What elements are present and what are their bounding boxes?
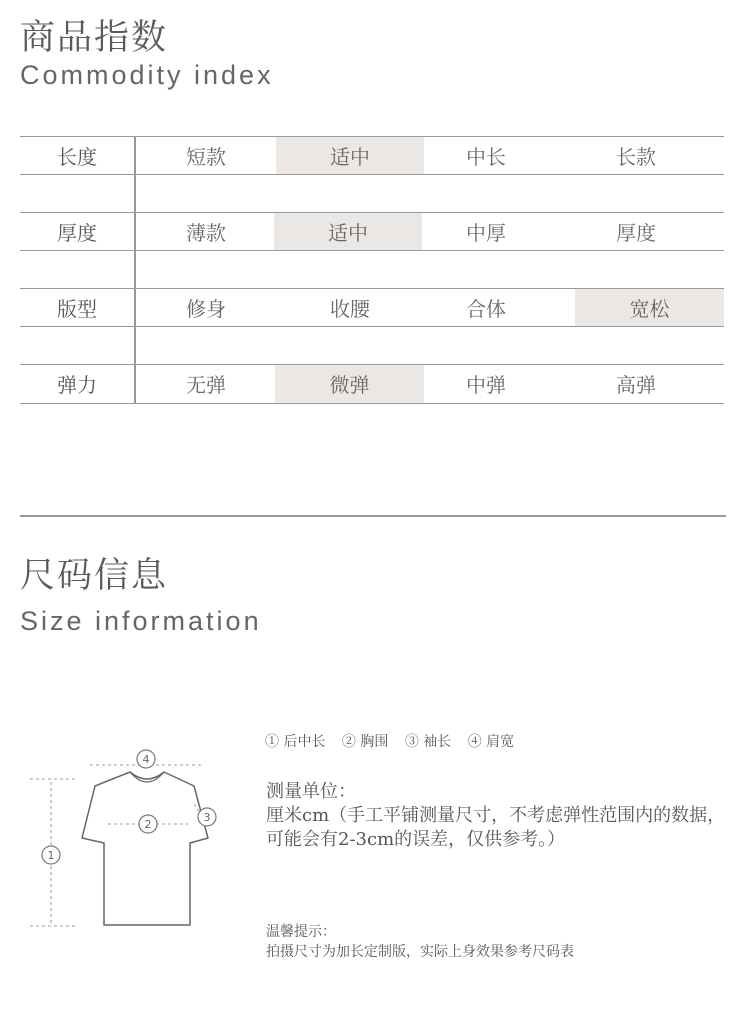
option-cell: 合体 xyxy=(466,297,506,321)
option-cell: 中弹 xyxy=(466,373,506,398)
size-title-cn: 尺码信息 xyxy=(20,556,169,596)
option-cell: 收腰 xyxy=(330,297,370,321)
row-label: 长度 xyxy=(57,145,97,169)
tshirt-collar xyxy=(130,772,164,782)
option-cell-selected: 微弹 xyxy=(275,365,424,403)
option-cell: 高弹 xyxy=(616,373,656,398)
option-cell-selected: 适中 xyxy=(276,137,424,174)
spacer-row xyxy=(20,250,724,288)
option-cell: 厚度 xyxy=(616,221,656,245)
commodity-index-table xyxy=(20,136,724,404)
commodity-title-en: Commodity index xyxy=(20,60,274,90)
option-cell: 无弹 xyxy=(186,373,226,398)
tshirt-measurement-diagram xyxy=(20,740,230,940)
row-label: 版型 xyxy=(57,297,97,321)
index-row-elasticity xyxy=(20,364,724,404)
size-title-en: Size information xyxy=(20,606,262,636)
index-row-thickness xyxy=(20,212,724,250)
tips-text: 拍摄尺寸为加长定制版，实际上身效果参考尺码表 xyxy=(266,944,574,960)
option-cell: 短款 xyxy=(186,145,226,169)
option-cell-selected: 宽松 xyxy=(575,289,724,326)
spacer-row xyxy=(20,174,724,212)
measurement-unit-note xyxy=(266,780,726,852)
spacer-row xyxy=(20,326,724,364)
option-cell: 中长 xyxy=(466,145,506,169)
legend-item: ② 胸围 xyxy=(341,734,389,750)
row-label: 厚度 xyxy=(57,221,97,245)
measure-text: 厘米cm（手工平铺测量尺寸，不考虑弹性范围内的数据，可能会有2-3cm的误差，仅供参考。） xyxy=(266,805,726,850)
measure-label: 测量单位： xyxy=(266,781,356,802)
legend-item: ① 后中长 xyxy=(265,734,326,750)
option-cell-selected: 适中 xyxy=(274,213,422,250)
commodity-title-cn: 商品指数 xyxy=(20,18,169,58)
option-cell: 修身 xyxy=(186,297,226,321)
option-cell: 长款 xyxy=(616,145,656,169)
marker-2-label: 2 xyxy=(144,818,152,831)
option-cell: 中厚 xyxy=(466,221,506,245)
marker-4-label: 4 xyxy=(142,753,150,766)
row-label: 弹力 xyxy=(57,373,97,398)
measurement-legend xyxy=(265,731,526,751)
legend-item: ③ 袖长 xyxy=(404,734,452,750)
marker-3-label: 3 xyxy=(203,811,211,824)
section-divider xyxy=(20,515,726,517)
index-row-length xyxy=(20,136,724,174)
index-row-fit xyxy=(20,288,724,326)
tshirt-outline xyxy=(82,772,208,925)
warm-tips xyxy=(266,922,726,962)
legend-item: ④ 肩宽 xyxy=(467,734,515,750)
option-cell: 薄款 xyxy=(186,221,226,245)
tips-label: 温馨提示： xyxy=(266,924,336,940)
marker-1-label: 1 xyxy=(47,849,55,862)
